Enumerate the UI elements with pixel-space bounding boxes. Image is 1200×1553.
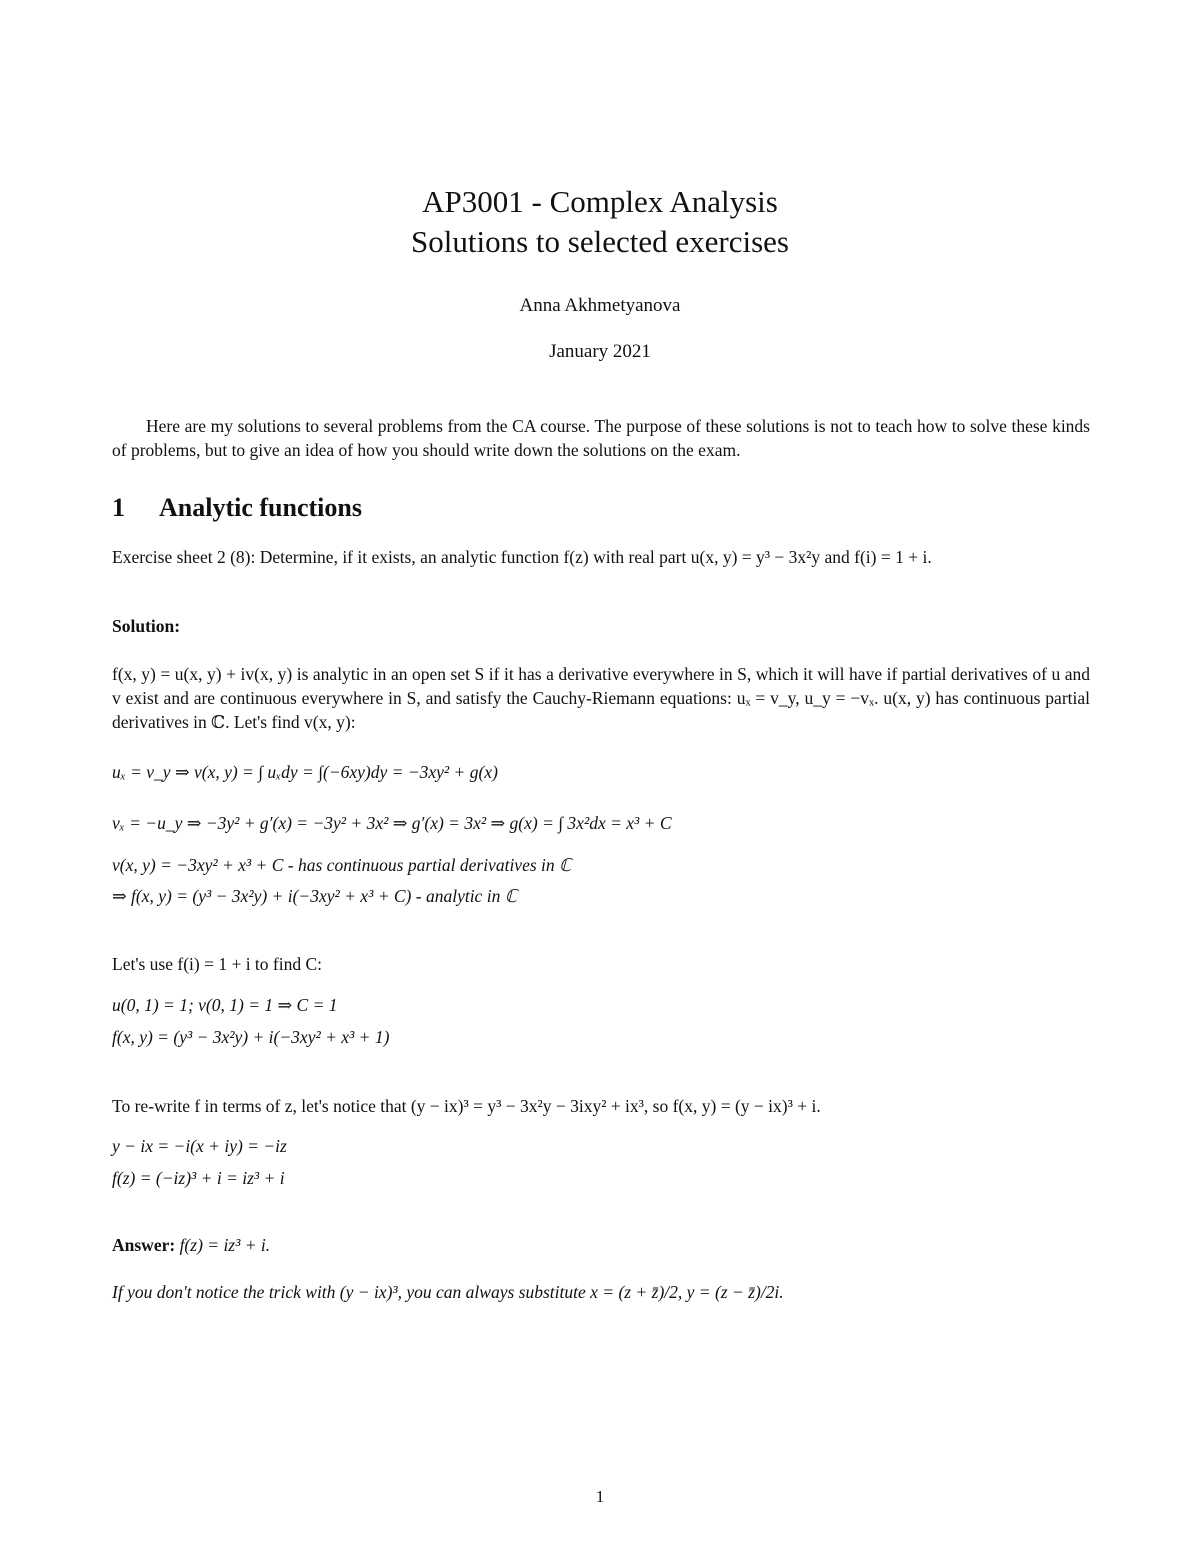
equation-line: ⇒ f(x, y) = (y³ − 3x²y) + i(−3xy² + x³ + C) - analytic in ℂ: [112, 886, 517, 906]
document-title: [0, 182, 1200, 262]
section-heading: [112, 493, 362, 523]
author: Anna Akhmetyanova: [519, 295, 681, 316]
equation-line: f(z) = (−iz)³ + i = iz³ + i: [112, 1168, 285, 1188]
note-text: If you don't notice the trick with (y − ix)³, you can always substitute x = (z + z̄)/2, y = (z − z̄)/2i.: [112, 1282, 784, 1302]
equation-line: y − ix = −i(x + iy) = −iz: [112, 1136, 287, 1156]
section-title: Analytic functions: [159, 493, 362, 522]
section-number: 1: [112, 493, 125, 522]
equation-line: f(x, y) = (y³ − 3x²y) + i(−3xy² + x³ + 1): [112, 1027, 390, 1047]
equation-line: v(x, y) = −3xy² + x³ + C - has continuous partial derivatives in ℂ: [112, 855, 572, 875]
title-line-1: AP3001 - Complex Analysis: [422, 184, 778, 219]
intro-paragraph: Here are my solutions to several problems from the CA course. The purpose of these solutions is not to teach how to solve these kinds of problems, but to give an idea of how you should write down the solutions on the exam.: [112, 416, 1090, 460]
find-c-text: Let's use f(i) = 1 + i to find C:: [112, 954, 323, 974]
equation-line: u(0, 1) = 1; v(0, 1) = 1 ⇒ C = 1: [112, 995, 338, 1015]
equation-line: uₓ = v_y ⇒ v(x, y) = ∫ uₓdy = ∫(−6xy)dy = −3xy² + g(x): [112, 762, 498, 782]
answer-line: [112, 1235, 270, 1256]
solution-label: Solution:: [112, 616, 181, 636]
exercise-statement: Exercise sheet 2 (8): Determine, if it exists, an analytic function f(z) with real part u(x, y) = y³ − 3x²y and f(i) = 1 + i.: [112, 547, 932, 567]
date: January 2021: [549, 341, 651, 362]
equation-line: vₓ = −u_y ⇒ −3y² + g′(x) = −3y² + 3x² ⇒ g′(x) = 3x² ⇒ g(x) = ∫ 3x²dx = x³ + C: [112, 813, 672, 833]
title-line-2: Solutions to selected exercises: [411, 224, 789, 259]
page-number: 1: [595, 1487, 605, 1506]
answer-value: f(z) = iz³ + i.: [179, 1235, 271, 1255]
answer-label: Answer:: [112, 1235, 176, 1255]
solution-paragraph: f(x, y) = u(x, y) + iv(x, y) is analytic in an open set S if it has a derivative everywhere in S, which it will have if partial derivatives of u and v exist and are continuous everywhere in S, and satisfy the Cauchy-Riemann equations: uₓ = v_y, u_y = −vₓ. u(x, y) has continuous partial derivatives in ℂ. Let's find v(x, y):: [112, 664, 1090, 732]
rewrite-paragraph: To re-write f in terms of z, let's notice that (y − ix)³ = y³ − 3x²y − 3ixy² + ix³, so f(x, y) = (y − ix)³ + i.: [112, 1096, 821, 1116]
